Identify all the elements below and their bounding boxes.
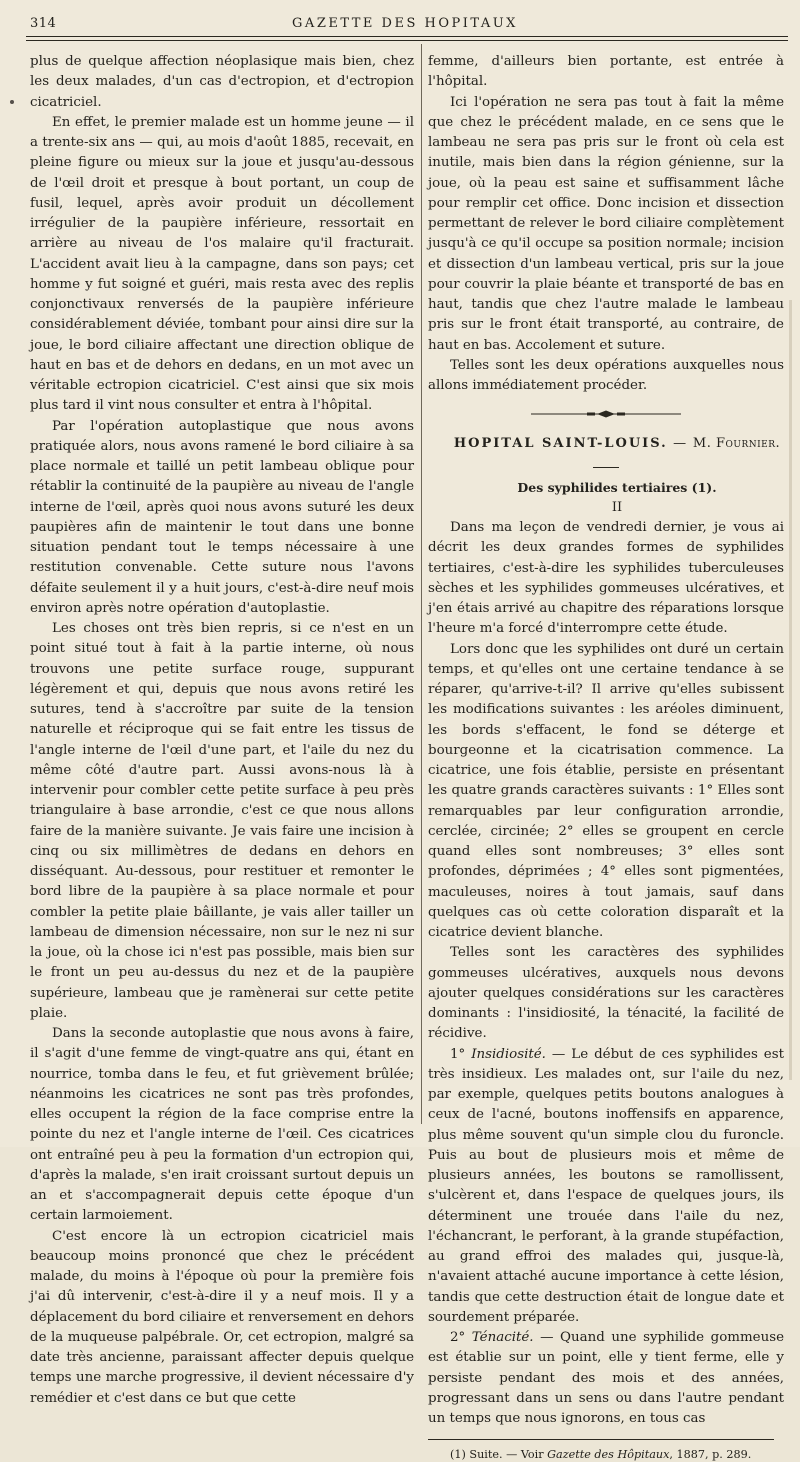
header-rule-double	[26, 40, 788, 41]
column-separator	[421, 44, 422, 1124]
header-rule	[26, 36, 788, 37]
paragraph: Lors donc que les syphilides ont duré un certain temps, et qu'elles ont une certaine tendance à se réparer, qu'arrive-t-il? Il arrive qu'elles subissent les modifications suivantes : les aréoles diminuent, les bords s'effacent, le fond se déterge et bourgeonne et la cicatrisation commence. La cicatrice, une fois établie, persiste en présentant les quatre grands caractères suivants : 1° Elles sont remarquables par leur configuration arrondie, cerclée, circinée; 2° elles se groupent en cercle quand elles sont nombreuses; 3° elles sont profondes, déprimées ; 4° elles sont pigmentées, maculeuses, noires à tout jamais, sauf dans quelques cas où cette coloration disparaît et la cicatrice devient blanche.	[428, 641, 784, 940]
paragraph: En effet, le premier malade est un homme jeune — il a trente-six ans — qui, au mois d'août 1885, recevait, en pleine figure ou mieux sur la joue et jusqu'au-dessous de l'œil droit et presque à bout portant, un coup de fusil, lequel, après avoir produit un décollement irrégulier de la paupière inférieure, ressortait en arrière au niveau de l'os malaire qu'il fracturait. L'accident avait lieu à la campagne, dans son pays; cet homme y fut soigné et guéri, mais resta avec des replis conjonctivaux renversés de la paupière inférieure considérablement déviée, tombant pour ainsi dire sur la joue, le bord ciliaire affectant une direction oblique de haut en bas et de dehors en dedans, en un mot avec un véritable ectropion cicatriciel. C'est ainsi que six mois plus tard il vint nous consulter et entra à l'hôpital.	[30, 114, 414, 414]
article-title: Des syphilides tertiaires (1).	[517, 479, 717, 495]
item-term: Ténacité.	[471, 1330, 534, 1345]
paragraph: Ici l'opération ne sera pas tout à fait la même que chez le précédent malade, en ce sens que le lambeau ne sera pas pris sur le front où cela est inutile, mais bien dans la région génienne, sur la joue, où la peau est saine et suffisamment lâche pour remplir cet office. Donc incision et dissection permettant de relever le bord ciliaire complètement jusqu'à ce qu'il occupe sa position normale; incision et dissection d'un lambeau vertical, pris sur la joue pour couvrir la plaie béante et transporté de bas en haut, tandis que chez l'autre malade le lambeau pris sur le front était transporté, au contraire, de haut en bas. Accolement et suture.	[428, 94, 784, 353]
section-heading	[428, 434, 784, 454]
paragraph: Telles sont les caractères des syphilides gommeuses ulcératives, auxquels nous devons ajouter quelques considérations sur les caractères dominants : l'insidiosité, la ténacité, la facilité de récidive.	[428, 945, 784, 1042]
item-number: 2°	[450, 1330, 466, 1345]
paragraph: C'est encore là un ectropion cicatriciel mais beaucoup moins prononcé que chez le précédent malade, du moins à l'époque où pour la première fois j'ai dû intervenir, c'est-à-dire il y a neuf mois. Il y a déplacement du bord ciliaire et renversement en dehors de la muqueuse palpébrale. Or, cet ectropion, malgré sa date très ancienne, paraissant affecter depuis quelque temps une marche progressive, il devient nécessaire d'y remédier et c'est dans ce but que cette	[30, 1228, 414, 1406]
paragraph-tenacite	[428, 1328, 784, 1429]
doctor-name: M. Fournier.	[692, 436, 781, 452]
heading-dash: —	[673, 436, 688, 452]
footnote-rule	[428, 1439, 774, 1440]
item-term: Insidiosité.	[471, 1046, 546, 1062]
footnote-suffix: , 1887, p. 289.	[669, 1448, 752, 1462]
paragraph: Dans ma leçon de vendredi dernier, je vous ai décrit les deux grandes formes de syphilides tertiaires, c'est-à-dire les syphilides tuberculeuses sèches et les syphilides gommeuses ulcératives, et j'en étais arrivé au chapitre des réparations lorsque l'heure m'a forcé d'interrompre cette étude.	[428, 520, 784, 637]
page-edge-shadow	[789, 300, 792, 1080]
footnote	[428, 1448, 784, 1462]
left-column	[30, 52, 414, 1409]
part-number: II	[611, 499, 623, 515]
section-separator-ornament	[531, 410, 681, 418]
hospital-name: HOPITAL SAINT-LOUIS.	[453, 436, 668, 452]
journal-title: GAZETTE DES HOPITAUX	[292, 16, 518, 31]
page-number: 314	[30, 16, 57, 31]
item-text: — Quand une syphilide gommeuse est établie sur un point, elle y tient ferme, elle y persiste pendant des mois et des années, progressant dans un sens ou dans l'autre pendant un temps que nous ignorons, en tous cas	[428, 1330, 784, 1426]
paragraph-insidiosite	[428, 1045, 784, 1329]
right-column	[428, 52, 784, 1462]
paragraph: Par l'opération autoplastique que nous avons pratiquée alors, nous avons ramené le bord ciliaire à sa place normale et taillé un petit lambeau oblique pour rétablir la continuité de la paupière au niveau de l'angle interne de l'œil, après quoi nous avons suturé les deux paupières afin de maintenir le tout dans une bonne situation pendant tout le temps nécessaire à une restitution convenable. Cette suture nous l'avons défaite seulement il y a huit jours, c'est-à-dire neuf mois environ après notre opération d'autoplastie.	[30, 418, 414, 616]
paragraph: femme, d'ailleurs bien portante, est entrée à l'hôpital.	[428, 54, 784, 90]
paragraph: Dans la seconde autoplastie que nous avons à faire, il s'agit d'une femme de vingt-quatre ans qui, étant en nourrice, tomba dans le feu, et fut grièvement brûlée; néanmoins les cicatrices ne sont pas très profondes, elles occupent la région de la face comprise entre la pointe du nez et l'angle interne de l'œil. Ces cicatrices ont entraîné peu à peu la formation d'un ectropion qui, d'après la malade, s'en irait croissant surtout depuis un an et s'accompagnerait depuis cette époque d'un certain larmoiement.	[30, 1026, 414, 1224]
margin-mark	[10, 100, 14, 104]
footnote-source: Gazette des Hôpitaux	[547, 1448, 670, 1462]
paragraph: plus de quelque affection néoplasique mais bien, chez les deux malades, d'un cas d'ectropion, et d'ectropion cicatriciel.	[30, 54, 414, 110]
item-number: 1°	[450, 1046, 466, 1062]
page-header	[30, 14, 780, 38]
footnote-prefix: (1) Suite. — Voir	[450, 1448, 548, 1462]
paragraph: Telles sont les deux opérations auxquelles nous allons immédiatement procéder.	[428, 357, 784, 393]
short-rule	[593, 467, 619, 468]
item-text: — Le début de ces syphilides est très insidieux. Les malades ont, sur l'aile du nez, par exemple, quelques petits boutons analogues à ceux de l'acné, boutons inoffensifs en apparence, plus même souvent qu'un simple clou du furoncle. Puis au bout de plusieurs mois et même de plusieurs années, les boutons se ramollissent, s'ulcèrent et, dans l'espace de quelques jours, ils déterminent une trouée dans l'aile du nez, l'échancrant, le perforant, à la grande stupéfaction, au grand effroi des malades qui, jusque-là, n'avaient attaché aucune importance à cette lésion, tandis que cette destruction était de longue date et sourdement préparée.	[428, 1046, 784, 1325]
paragraph: Les choses ont très bien repris, si ce n'est en un point situé tout à fait à la partie interne, où nous trouvons une petite surface rouge, suppurant légèrement et qui, depuis que nous avons retiré les sutures, tend à s'accroître par suite de la tension naturelle et réciproque qui se fait entre les tissus de l'angle interne de l'œil d'une part, et l'aile du nez du même côté d'autre part. Aussi avons-nous là à intervenir pour combler cette petite surface à peu près triangulaire à base arrondie, c'est ce que nous allons faire de la manière suivante. Je vais faire une incision à cinq ou six millimètres de dedans en dehors en disséquant. Au-dessous, pour restituer et remonter le bord libre de la paupière à sa place normale et pour combler la petite plaie bâillante, je vais aller tailler un lambeau de dimension nécessaire, non sur le nez ni sur la joue, où la chose ici n'est pas possible, mais bien sur le front un peu au-dessus du nez et de la paupière supérieure, lambeau que je ramènerai sur cette petite plaie.	[30, 621, 414, 1021]
